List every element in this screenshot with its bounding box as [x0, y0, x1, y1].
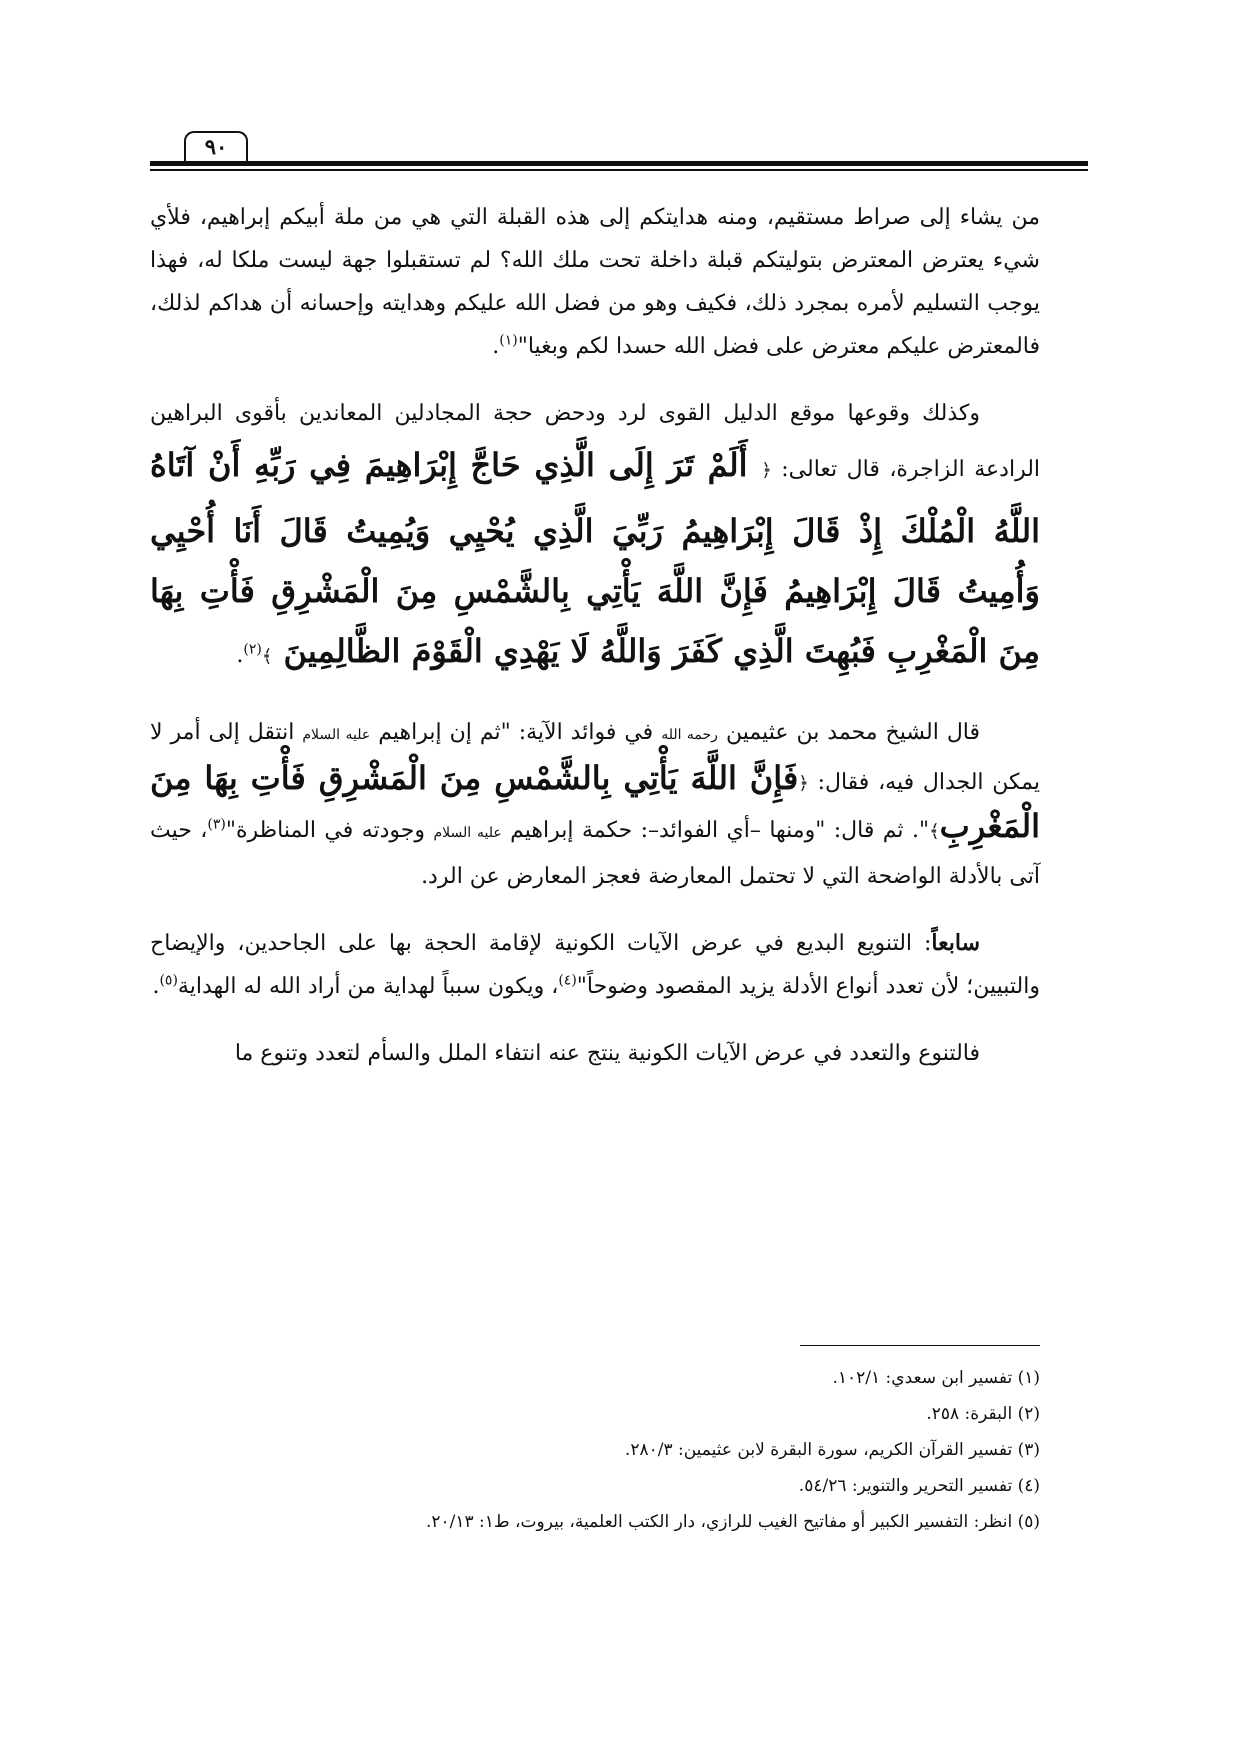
footnote-3: (٣) تفسير القرآن الكريم، سورة البقرة لابن عثيمين: ٢٨٠/٣.	[624, 1440, 1040, 1460]
paragraph-5: فالتنوع والتعدد في عرض الآيات الكونية ينتج عنه انتفاء الملل والسأم لتعدد وتنوع ما	[234, 1041, 980, 1066]
paragraph-4	[150, 922, 1040, 1008]
footnote-ref-5[interactable]: (٥)	[159, 972, 178, 989]
paragraph-3-text-f: ، حيث آتى بالأدلة الواضحة التي لا تحتمل المعارضة فعجز المعارض عن الرد.	[150, 818, 1040, 889]
verse-open-ornament: ﴿	[761, 460, 772, 481]
footnote-ref-1[interactable]: (١)	[499, 332, 518, 349]
verse-close-ornament: ﴾	[261, 646, 273, 667]
page-number: ٩٠	[184, 131, 248, 161]
main-text	[150, 196, 1040, 1075]
paragraph-1-text: من يشاء إلى صراط مستقيم، ومنه هدايتكم إلى هذه القبلة التي هي من ملة أبيكم إبراهيم، فلأي شيء يعترض المعترض بتوليتكم قبلة داخلة تحت ملك الله؟ لم تستقبلوا جهة ليست ملكا له، فهذا يوجب التسليم لأمره بمجرد ذلك، فكيف وهو من فضل الله عليكم وهدايته وإحسانه أن هداكم لذلك، فالمعترض عليكم معترض على فضل الله حسدا لكم وبغيا"	[150, 205, 1040, 359]
footnote-2: (٢) البقرة: ٢٥٨.	[926, 1404, 1040, 1424]
footnotes-section	[150, 1345, 1040, 1540]
footnote-ref-2[interactable]: (٢)	[243, 641, 262, 658]
footnote-separator	[800, 1345, 1040, 1346]
honorific-alayhi-salam-2: عليه السلام	[433, 825, 502, 841]
footnote-ref-4[interactable]: (٤)	[558, 972, 577, 989]
verse-open-ornament-2: ﴿	[798, 773, 809, 794]
header-rule-thick	[150, 161, 1088, 166]
header-rule-thin	[150, 169, 1088, 171]
footnote-ref-3[interactable]: (٣)	[207, 816, 226, 833]
paragraph-3-text-c: انتقل إلى أمر لا يمكن الجدال فيه، فقال:	[150, 720, 1040, 795]
page-header	[150, 128, 1088, 168]
honorific-alayhi-salam-1: عليه السلام	[302, 727, 371, 743]
footnote-1: (١) تفسير ابن سعدي: ١٠٢/١.	[832, 1368, 1040, 1388]
section-label-seventh: سابعاً	[931, 930, 980, 956]
paragraph-3-text-b: في فوائد الآية: "ثم إن إبراهيم	[378, 720, 654, 745]
verse-text: أَلَمْ تَرَ إِلَى الَّذِي حَاجَّ إِبْرَاهِيمَ فِي رَبِّهِ أَنْ آتَاهُ اللَّهُ الْمُلْكَ إِذْ قَالَ إِبْرَاهِيمُ رَبِّيَ الَّذِي يُحْيِي وَيُمِيتُ قَالَ أَنَا أُحْيِي وَأُمِيتُ قَالَ إِبْرَاهِيمُ فَإِنَّ اللَّهَ يَأْتِي بِالشَّمْسِ مِنَ الْمَشْرِقِ فَأْتِ بِهَا مِنَ الْمَغْرِبِ فَبُهِتَ الَّذِي كَفَرَ وَاللَّهُ لَا يَهْدِي الْقَوْمَ الظَّالِمِينَ	[150, 446, 1040, 670]
quran-verse-excerpt: فَإِنَّ اللَّهَ يَأْتِي بِالشَّمْسِ مِنَ الْمَشْرِقِ فَأْتِ بِهَا مِنَ الْمَغْرِبِ	[150, 759, 1040, 845]
honorific-rahimahullah: رحمه الله	[661, 727, 718, 743]
paragraph-4-text-b: ، ويكون سبباً لهداية من أراد الله له الهداية	[177, 974, 559, 999]
paragraph-3-text-e: وجودته في المناظرة"	[225, 818, 426, 843]
paragraph-1	[150, 196, 1040, 368]
paragraph-4-text-a: : التنويع البديع في عرض الآيات الكونية لإقامة الحجة بها على الجاحدين، والإيضاح والتبيين؛ لأن تعدد أنواع الأدلة يزيد المقصود وضوحاً"	[150, 931, 1040, 999]
paragraph-4-end: .	[152, 974, 160, 999]
paragraph-3-text-d: ". ثم قال: "ومنها –أي الفوائد–: حكمة إبراهيم	[510, 818, 930, 843]
footnote-5: (٥) انظر: التفسير الكبير أو مفاتيح الغيب للرازي، دار الكتب العلمية، بيروت، ط١: ٢٠/١٣.	[425, 1512, 1040, 1532]
paragraph-2-intro: وكذلك وقوعها موقع الدليل القوى لرد ودحض حجة المجادلين المعاندين بأقوى البراهين الرادعة الزاجرة، قال تعالى:	[150, 401, 1041, 482]
verse-close-ornament-2: ﴾	[929, 821, 940, 842]
paragraph-1-end: .	[492, 334, 500, 359]
footnote-4: (٤) تفسير التحرير والتنوير: ٥٤/٢٦.	[798, 1476, 1040, 1496]
paragraph-2	[150, 392, 1040, 687]
paragraph-3	[150, 711, 1040, 898]
paragraph-3-text-a: قال الشيخ محمد بن عثيمين	[725, 720, 981, 745]
paragraph-2-end: .	[236, 643, 244, 668]
